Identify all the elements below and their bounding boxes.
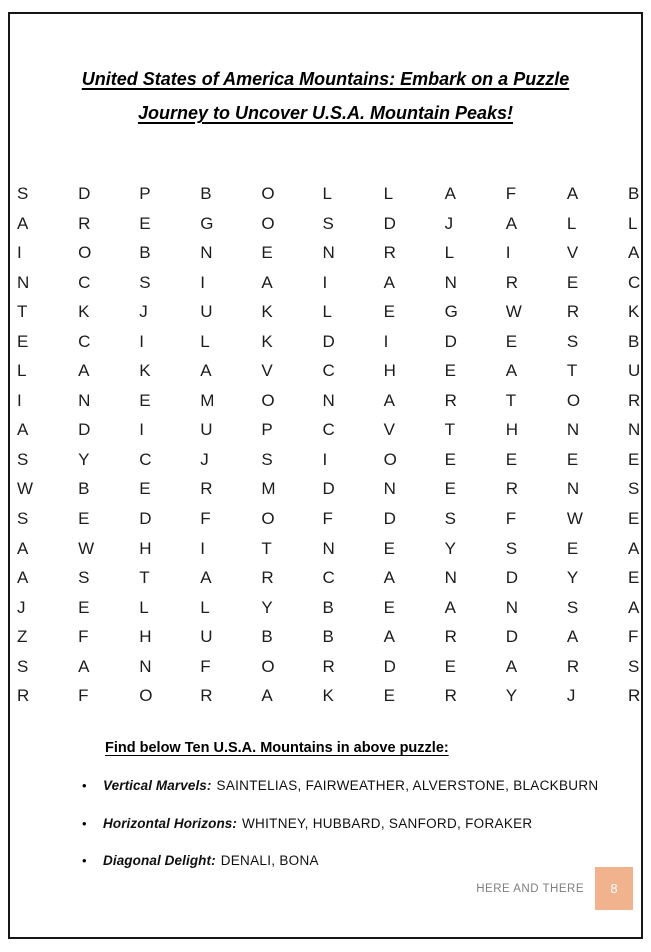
grid-letter: S — [627, 656, 640, 676]
grid-letter: A — [383, 272, 395, 292]
grid-letter: O — [261, 184, 275, 203]
grid-letter: T — [444, 420, 456, 440]
grid-letter: A — [261, 272, 273, 292]
grid-letter: S — [78, 568, 90, 588]
grid-letter: L — [322, 302, 332, 322]
grid-letter: E — [444, 479, 456, 499]
grid-letter: F — [505, 509, 517, 529]
grid-letter: N — [322, 390, 335, 410]
grid-letter: A — [566, 184, 579, 203]
clue-words: DENALI, BONA — [220, 853, 319, 868]
grid-letter: S — [566, 597, 579, 617]
grid-letter: H — [139, 627, 152, 647]
grid-letter: N — [566, 479, 580, 499]
grid-letter: R — [444, 390, 457, 410]
grid-letter: A — [444, 184, 456, 203]
grid-letter: R — [444, 627, 457, 647]
grid-letter: E — [566, 272, 579, 292]
grid-letter: D — [444, 331, 457, 351]
grid-letter: A — [627, 243, 640, 263]
grid-letter: A — [383, 390, 395, 410]
grid-letter: R — [505, 272, 519, 292]
grid-letter: O — [566, 390, 581, 410]
grid-letter: K — [139, 361, 151, 381]
footer — [476, 867, 633, 910]
grid-letter: U — [200, 420, 213, 440]
grid-letter: V — [383, 420, 395, 440]
grid-letter: B — [261, 627, 273, 647]
grid-letter: I — [383, 331, 389, 351]
grid-letter: U — [627, 361, 641, 381]
grid-letter: F — [200, 509, 211, 529]
grid-letter: N — [627, 420, 641, 440]
grid-letter: C — [322, 568, 335, 588]
grid-letter: A — [17, 420, 29, 440]
grid-letter: E — [78, 509, 90, 529]
grid-letter: L — [444, 243, 455, 263]
grid-letter: S — [17, 509, 29, 529]
clues-heading: Find below Ten U.S.A. Mountains in above puzzle: — [105, 740, 449, 756]
grid-letter: A — [627, 597, 640, 617]
grid-letter: S — [261, 449, 273, 469]
grid-letter: A — [505, 656, 518, 676]
grid-letter: D — [383, 213, 396, 233]
grid-letter: D — [139, 509, 152, 529]
grid-letter: A — [505, 213, 518, 233]
grid-letter: N — [566, 420, 580, 440]
grid-letter: R — [261, 568, 274, 588]
grid-letter: A — [200, 568, 212, 588]
grid-letter: K — [627, 302, 640, 322]
grid-letter: S — [505, 538, 518, 558]
grid-letter: R — [566, 302, 580, 322]
grid-letter: R — [322, 656, 335, 676]
grid-letter: Y — [78, 449, 90, 469]
grid-letter: F — [78, 627, 89, 647]
grid-letter: K — [261, 302, 273, 322]
grid-letter: V — [261, 361, 273, 381]
grid-letter: H — [139, 538, 152, 558]
grid-letter: O — [261, 509, 275, 529]
grid-letter: A — [444, 597, 456, 617]
grid-letter: B — [139, 243, 151, 263]
grid-letter: N — [78, 390, 91, 410]
grid-letter: N — [444, 568, 457, 588]
grid-letter: A — [17, 538, 29, 558]
grid-letter: O — [78, 243, 92, 263]
grid-letter: S — [627, 479, 640, 499]
grid-letter: L — [139, 597, 149, 617]
clue-item-diagonal — [82, 853, 637, 868]
grid-letter: D — [505, 568, 519, 588]
grid-letter: Y — [566, 568, 579, 588]
grid-letter: L — [566, 213, 577, 233]
grid-letter: L — [627, 213, 638, 233]
grid-letter: B — [322, 597, 334, 617]
grid-letter: I — [17, 243, 22, 263]
grid-letter: N — [200, 243, 213, 263]
grid-letter: C — [322, 361, 335, 381]
grid-letter: W — [566, 509, 583, 529]
grid-letter: E — [505, 331, 518, 351]
grid-letter: D — [505, 627, 519, 647]
grid-letter: W — [505, 302, 522, 322]
footer-brand-text: HERE AND THERE — [476, 882, 584, 895]
grid-letter: L — [17, 361, 27, 381]
grid-letter: M — [200, 390, 215, 410]
grid-letter: G — [444, 302, 458, 322]
grid-letter: R — [200, 686, 213, 706]
grid-letter: O — [261, 390, 275, 410]
grid-letter: N — [444, 272, 457, 292]
word-search-grid — [17, 184, 651, 716]
grid-letter: U — [200, 627, 213, 647]
grid-letter: N — [322, 243, 335, 263]
grid-letter: J — [444, 213, 454, 233]
grid-letter: O — [261, 656, 275, 676]
grid-letter: Y — [444, 538, 456, 558]
grid-letter: E — [444, 449, 456, 469]
grid-letter: R — [17, 686, 30, 706]
grid-letter: S — [566, 331, 579, 351]
grid-letter: E — [505, 449, 518, 469]
grid-letter: W — [17, 479, 34, 499]
grid-letter: S — [444, 509, 456, 529]
grid-letter: H — [383, 361, 396, 381]
grid-letter: I — [322, 272, 328, 292]
grid-letter: F — [322, 509, 333, 529]
puzzle-title — [0, 62, 651, 130]
grid-letter: S — [139, 272, 151, 292]
grid-letter: A — [200, 361, 212, 381]
grid-letter: E — [383, 686, 395, 706]
grid-letter: D — [383, 656, 396, 676]
grid-letter: I — [17, 390, 22, 410]
bullet-icon: • — [82, 853, 87, 868]
grid-letter: E — [139, 390, 151, 410]
grid-letter: H — [505, 420, 519, 440]
grid-letter: G — [200, 213, 214, 233]
grid-letter: L — [322, 184, 332, 203]
grid-letter: F — [627, 627, 639, 647]
grid-letter: E — [261, 243, 273, 263]
grid-letter: T — [17, 302, 28, 322]
grid-letter: D — [383, 509, 396, 529]
clue-label: Diagonal Delight: — [103, 853, 216, 868]
grid-letter: U — [200, 302, 213, 322]
grid-letter: F — [505, 184, 517, 203]
grid-letter: D — [322, 479, 335, 499]
grid-letter: I — [505, 243, 511, 263]
bullet-icon: • — [82, 816, 87, 831]
grid-letter: N — [383, 479, 396, 499]
grid-letter: C — [78, 331, 91, 351]
grid-letter: N — [139, 656, 152, 676]
grid-letter: E — [566, 538, 579, 558]
clue-label: Horizontal Horizons: — [103, 816, 237, 831]
grid-letter: N — [17, 272, 30, 292]
grid-letter: J — [566, 686, 576, 706]
grid-letter: R — [78, 213, 91, 233]
grid-letter: I — [322, 449, 328, 469]
grid-letter: S — [17, 656, 29, 676]
grid-letter: T — [505, 390, 517, 410]
grid-letter: I — [139, 420, 144, 440]
grid-letter: R — [383, 243, 396, 263]
grid-letter: K — [261, 331, 273, 351]
grid-letter: E — [78, 597, 90, 617]
grid-letter: M — [261, 479, 276, 499]
grid-letter: C — [78, 272, 91, 292]
grid-letter: B — [627, 331, 640, 351]
grid-letter: K — [78, 302, 90, 322]
grid-letter: Z — [17, 627, 28, 647]
grid-letter: A — [627, 538, 640, 558]
grid-letter: D — [322, 331, 335, 351]
grid-letter: D — [78, 420, 91, 440]
grid-letter: S — [322, 213, 334, 233]
grid-letter: K — [322, 686, 334, 706]
grid-letter: J — [200, 449, 209, 469]
grid-letter: I — [200, 272, 206, 292]
grid-letter: B — [78, 479, 90, 499]
grid-letter: B — [322, 627, 334, 647]
grid-letter: A — [17, 213, 29, 233]
grid-letter: W — [78, 538, 95, 558]
grid-letter: T — [261, 538, 272, 558]
clue-item-horizontal — [82, 816, 637, 831]
grid-letter: F — [78, 686, 89, 706]
clue-item-vertical — [82, 778, 637, 793]
grid-letter: L — [200, 597, 210, 617]
grid-letter: R — [566, 656, 580, 676]
grid-letter: P — [139, 184, 151, 203]
clue-label: Vertical Marvels: — [103, 778, 212, 793]
grid-letter: R — [627, 390, 641, 410]
grid-letter: E — [566, 449, 579, 469]
grid-letter: D — [78, 184, 91, 203]
grid-letter: O — [261, 213, 275, 233]
grid-letter: V — [566, 243, 579, 263]
grid-letter: B — [200, 184, 212, 203]
grid-letter: E — [383, 597, 395, 617]
grid-letter: O — [139, 686, 153, 706]
grid-letter: J — [17, 597, 26, 617]
grid-letter: O — [383, 449, 397, 469]
grid-letter: A — [78, 656, 90, 676]
grid-letter: Y — [261, 597, 273, 617]
grid-letter: Y — [505, 686, 518, 706]
grid-letter: T — [566, 361, 578, 381]
grid-letter: E — [444, 656, 456, 676]
grid-letter: L — [383, 184, 394, 203]
grid-letter: N — [505, 597, 519, 617]
grid-letter: E — [17, 331, 29, 351]
page-number-box — [595, 867, 633, 910]
title-line-1: United States of America Mountains: Embark on a Puzzle — [81, 69, 570, 89]
title-line-2: Journey to Uncover U.S.A. Mountain Peaks! — [137, 103, 514, 123]
clue-words: WHITNEY, HUBBARD, SANFORD, FORAKER — [242, 816, 533, 831]
grid-letter: C — [322, 420, 335, 440]
grid-letter: S — [17, 184, 29, 203]
page-number: 8 — [610, 881, 618, 896]
grid-letter: P — [261, 420, 273, 440]
grid-letter: I — [139, 331, 144, 351]
grid-letter: N — [322, 538, 335, 558]
bullet-icon: • — [82, 778, 87, 793]
grid-letter: R — [627, 686, 641, 706]
grid-letter: A — [17, 568, 29, 588]
grid-letter: A — [78, 361, 90, 381]
grid-letter: E — [627, 449, 640, 469]
grid-letter: E — [627, 568, 640, 588]
grid-letter: A — [383, 627, 395, 647]
grid-letter: R — [505, 479, 519, 499]
grid-letter: A — [505, 361, 518, 381]
grid-letter: A — [261, 686, 273, 706]
grid-letter: A — [383, 568, 395, 588]
clue-words: SAINTELIAS, FAIRWEATHER, ALVERSTONE, BLACKBURN — [216, 778, 599, 793]
grid-letter: E — [444, 361, 456, 381]
grid-letter: B — [627, 184, 640, 203]
grid-letter: T — [139, 568, 150, 588]
grid-letter: E — [139, 479, 151, 499]
grid-letter: C — [139, 449, 152, 469]
grid-letter: R — [200, 479, 213, 499]
grid-letter: I — [200, 538, 206, 558]
grid-letter: L — [200, 331, 210, 351]
grid-letter: R — [444, 686, 457, 706]
grid-letter: C — [627, 272, 641, 292]
grid-letter: E — [139, 213, 151, 233]
grid-letter: A — [566, 627, 579, 647]
grid-letter: F — [200, 656, 211, 676]
grid-letter: E — [627, 509, 640, 529]
grid-letter: J — [139, 302, 148, 322]
grid-letter: E — [383, 538, 395, 558]
grid-letter: E — [383, 302, 395, 322]
grid-letter: S — [17, 449, 29, 469]
